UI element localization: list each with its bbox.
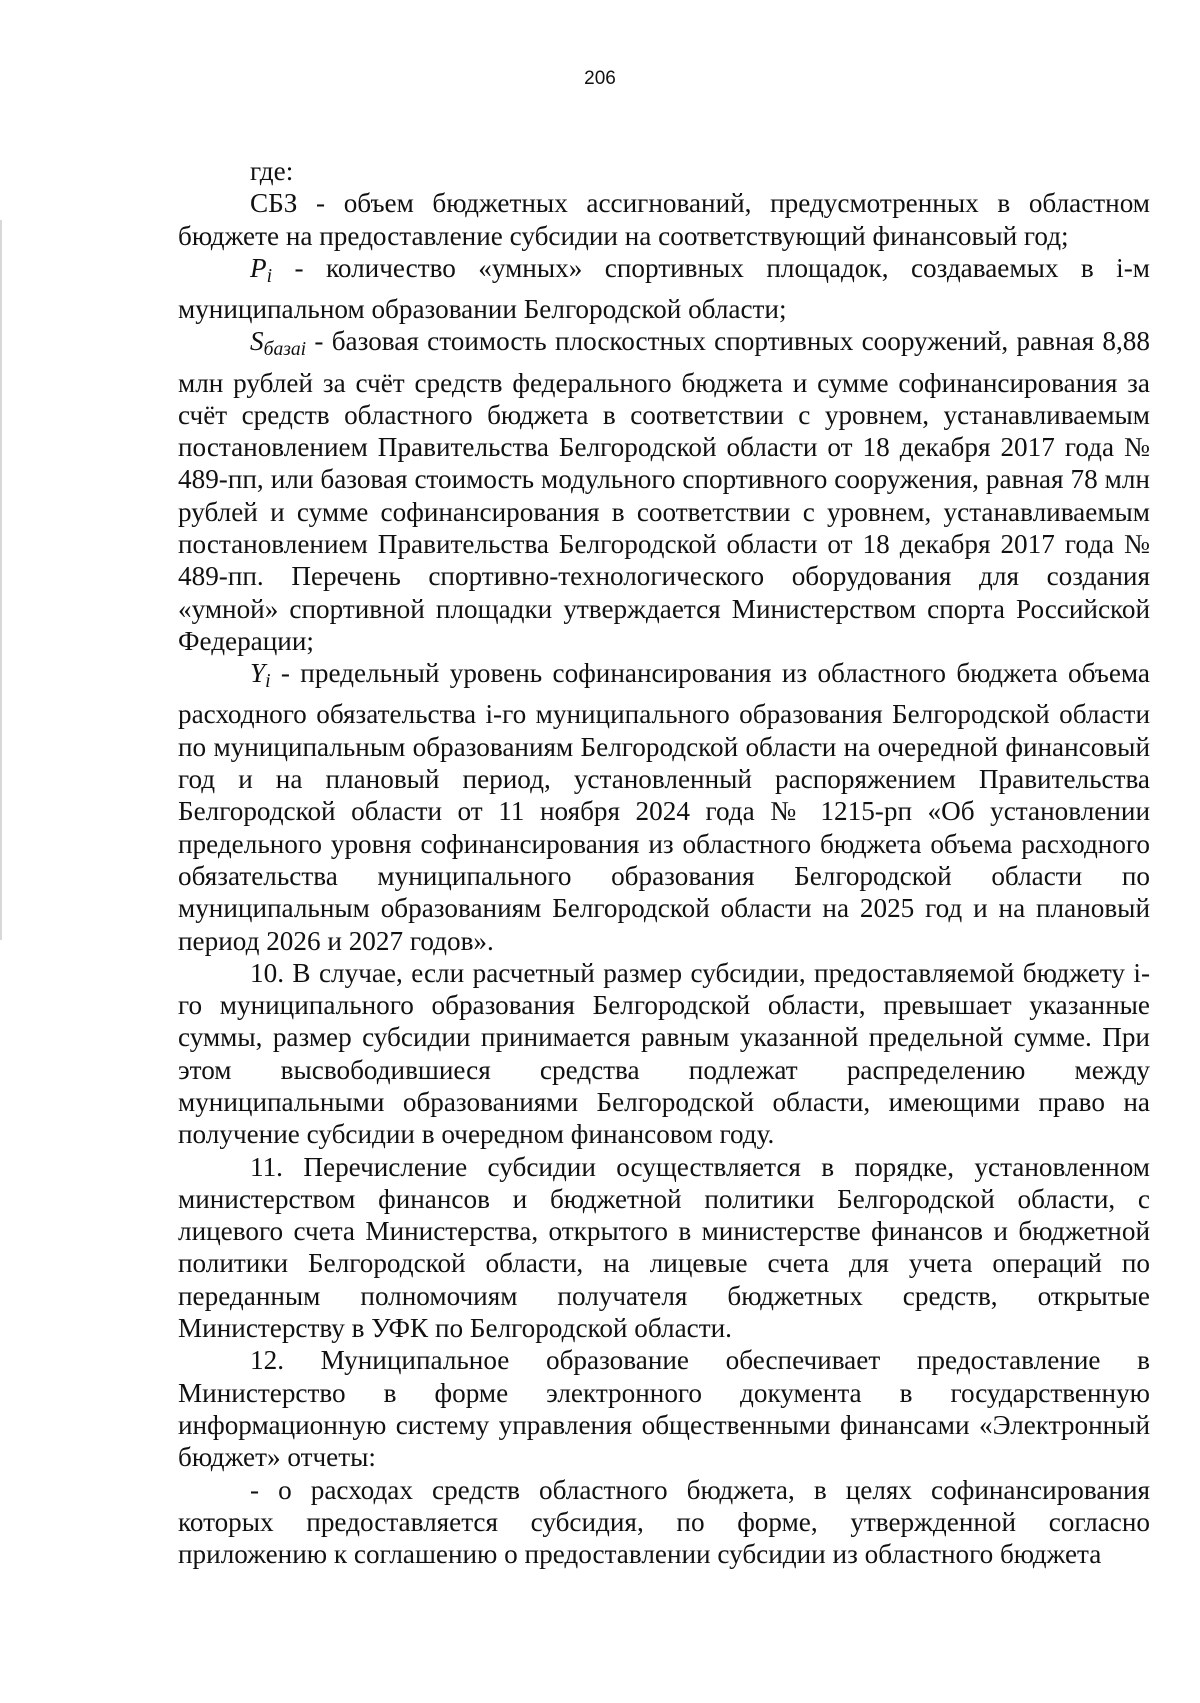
- definition-sbz: СБЗ - объем бюджетных ассигнований, предусмотренных в областном бюджете на предоставление субсидии на соответствующий финансовый год;: [178, 188, 1150, 251]
- definition-y-text: - предельный уровень софинансирования из областного бюджета объема расходного обязательства i-го муниципального образования Белгородской области по муниципальным образованиям Белгородской области на очередной финансовый год и на плановый период, установленный распоряжением Правительства Белгородской области от 11 ноября 2024 года № 1215-рп «Об установлении предельного уровня софинансирования из областного бюджета объема расходного обязательства муниципального образования Белгородской области по муниципальным образованиям Белгородской области на 2025 год и на плановый период 2026 и 2027 годов».: [178, 658, 1150, 956]
- page-number: 206: [584, 68, 616, 89]
- paragraph-12-item: - о расходах средств областного бюджета, в целях софинансирования которых предоставляется субсидия, по форме, утвержденной согласно приложению к соглашению о предоставлении субсидии из областного бюджета: [178, 1474, 1150, 1570]
- symbol-p: P: [250, 252, 267, 283]
- definition-p: [178, 252, 1150, 325]
- symbol-s: S: [250, 326, 264, 357]
- document-body: [178, 155, 1150, 1570]
- definition-s: [178, 325, 1150, 657]
- symbol-y: Y: [250, 658, 266, 689]
- paragraph-10: 10. В случае, если расчетный размер субсидии, предоставляемой бюджету i-го муниципального образования Белгородской области, превышает указанные суммы, размер субсидии принимается равным указанной предельной сумме. При этом высвободившиеся средства подлежат распределению между муниципальными образованиями Белгородской области, имеющими право на получение субсидии в очередном финансовом году.: [178, 957, 1150, 1150]
- definition-p-text: - количество «умных» спортивных площадок, создаваемых в i-м муниципальном образовании Белгородской области;: [178, 252, 1150, 325]
- symbol-s-subscript: базаi: [263, 339, 307, 361]
- symbol-y-subscript: i: [265, 671, 271, 693]
- definition-y: [178, 657, 1150, 957]
- paragraph-12: 12. Муниципальное образование обеспечивает предоставление в Министерство в форме электронного документа в государственную информационную систему управления общественными финансами «Электронный бюджет» отчеты:: [178, 1345, 1150, 1473]
- definition-s-text: - базовая стоимость плоскостных спортивных сооружений, равная 8,88 млн рублей за счёт средств федерального бюджета и сумме софинансирования за счёт средств областного бюджета в соответствии с уровнем, устанавливаемым постановлением Правительства Белгородской области от 18 декабря 2017 года № 489-пп, или базовая стоимость модульного спортивного сооружения, равная 78 млн рублей и сумме софинансирования в соответствии с уровнем, устанавливаемым постановлением Правительства Белгородской области от 18 декабря 2017 года № 489-пп. Перечень спортивно-технологического оборудования для создания «умной» спортивной площадки утверждается Министерством спорта Российской Федерации;: [178, 326, 1150, 656]
- where-label: где:: [250, 156, 294, 186]
- symbol-p-subscript: i: [266, 265, 273, 287]
- paragraph-11: 11. Перечисление субсидии осуществляется в порядке, установленном министерством финансов и бюджетной политики Белгородской области, с лицевого счета Министерства, открытого в министерстве финансов и бюджетной политики Белгородской области, на лицевые счета для учета операций по переданным полномочиям получателя бюджетных средств, открытые Министерству в УФК по Белгородской области.: [178, 1151, 1150, 1344]
- scan-edge-mark: [0, 220, 2, 940]
